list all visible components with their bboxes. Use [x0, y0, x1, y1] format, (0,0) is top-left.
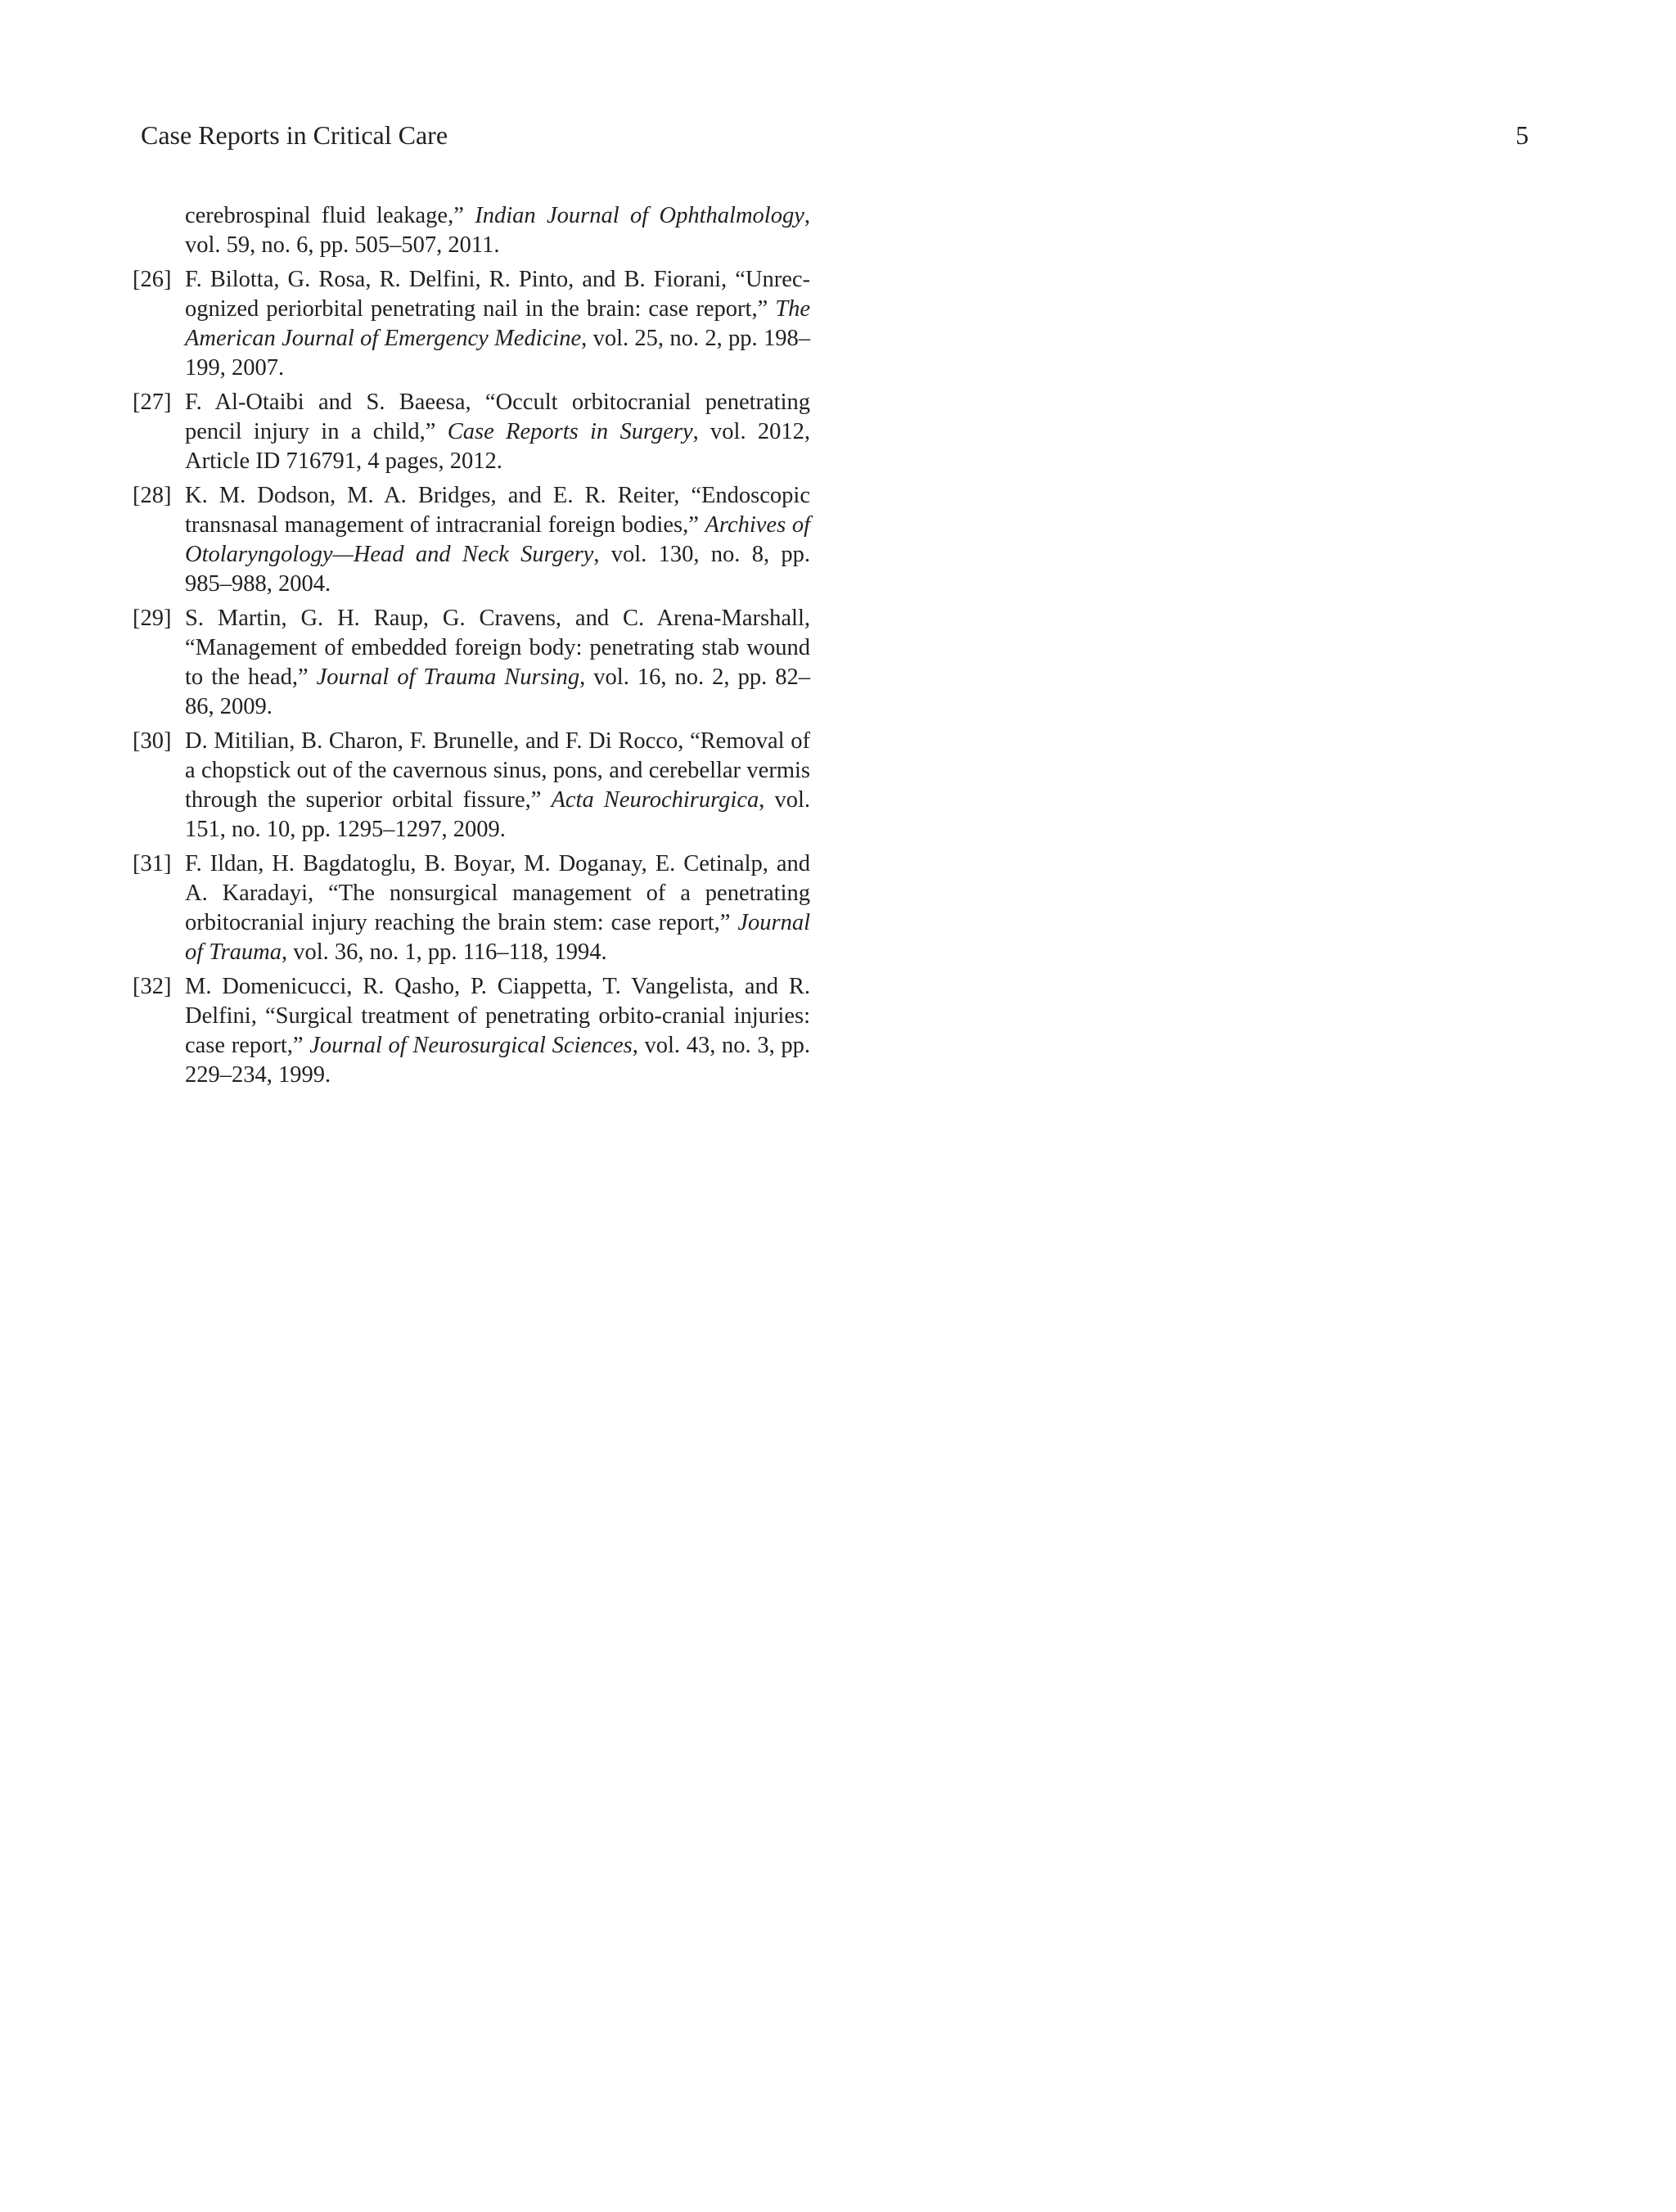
reference-journal: Journal of Trauma [185, 910, 810, 965]
reference-text [185, 201, 810, 260]
reference-number: [32] [133, 974, 172, 999]
reference-item [131, 265, 810, 383]
reference-tail: , vol. 130, no. 8, pp. 985–988, 2004. [185, 542, 810, 597]
reference-tail: , vol. 36, no. 1, pp. 116–118, 1994. [282, 939, 607, 965]
reference-text [185, 849, 810, 967]
reference-lead: F. Al-Otaibi and S. Baeesa, “Occult orbitocranial penetrating pencil injury in a child,” [185, 390, 810, 444]
reference-item [131, 201, 810, 260]
reference-tail: , vol. 43, no. 3, pp. 229–234, 1999. [185, 1033, 810, 1088]
reference-tail: , vol. 16, no. 2, pp. 82–86, 2009. [185, 665, 810, 719]
reference-journal: Journal of Neurosurgical Sciences [309, 1033, 633, 1058]
reference-item [131, 849, 810, 967]
reference-tail: , vol. 25, no. 2, pp. 198–199, 2007. [185, 326, 811, 381]
reference-number: [28] [133, 483, 172, 508]
reference-item [131, 604, 810, 722]
reference-lead: F. Bilotta, G. Rosa, R. Delfini, R. Pinto, and B. Fiorani, “Unrecognized periorbital penetrating nail in the brain: case report,” [185, 267, 810, 322]
reference-number: [30] [133, 728, 172, 754]
reference-lead: cerebrospinal fluid leakage,” [185, 203, 475, 228]
reference-lead: D. Mitilian, B. Charon, F. Brunelle, and F. Di Rocco, “Removal of a chopstick out of the cavernous sinus, pons, and cerebellar vermis through the superior orbital fissure,” [185, 728, 810, 813]
reference-text [185, 481, 810, 599]
reference-tail: , vol. 2012, Article ID 716791, 4 pages, 2012. [185, 419, 810, 474]
reference-lead: M. Domenicucci, R. Qasho, P. Ciappetta, T. Vangelista, and R. Delfini, “Surgical treatment of penetrating orbito-cranial injuries: case report,” [185, 974, 810, 1058]
reference-text [185, 727, 810, 845]
reference-text [185, 604, 810, 722]
running-title: Case Reports in Critical Care [141, 120, 448, 150]
reference-journal: Case Reports in Surgery [447, 419, 693, 444]
reference-journal: Indian Journal of Ophthalmology [475, 203, 804, 228]
reference-number: [29] [133, 606, 172, 631]
reference-lead: S. Martin, G. H. Raup, G. Cravens, and C. Arena-Marshall, “Management of embedded foreign body: penetrating stab wound to the head,” [185, 606, 810, 690]
reference-item [131, 727, 810, 845]
reference-item [131, 972, 810, 1090]
reference-item [131, 481, 810, 599]
page-number: 5 [1516, 120, 1529, 150]
reference-tail: , vol. 59, no. 6, pp. 505–507, 2011. [185, 203, 810, 258]
reference-tail: , vol. 151, no. 10, pp. 1295–1297, 2009. [185, 787, 811, 842]
reference-journal: The American Journal of Emergency Medicine [185, 296, 810, 351]
reference-text [185, 388, 810, 476]
reference-lead: F. Ildan, H. Bagdatoglu, B. Boyar, M. Doganay, E. Cetinalp, and A. Karadayi, “The nonsurgical management of a penetrating orbitocranial injury reaching the brain stem: case report,” [185, 851, 810, 935]
reference-number: [27] [133, 390, 172, 415]
reference-journal: Acta Neurochirurgica [551, 787, 759, 813]
reference-item [131, 388, 810, 476]
reference-list [131, 201, 810, 1095]
reference-text [185, 972, 810, 1090]
reference-journal: Journal of Trauma Nursing [316, 665, 580, 690]
reference-lead: K. M. Dodson, M. A. Bridges, and E. R. Reiter, “Endoscopic transnasal management of intracranial foreign bodies,” [185, 483, 810, 538]
reference-journal: Archives of Otolaryngology—Head and Neck Surgery [185, 512, 810, 567]
running-header [141, 116, 1529, 154]
reference-number: [26] [133, 267, 172, 292]
reference-text [185, 265, 810, 383]
reference-number: [31] [133, 851, 172, 876]
